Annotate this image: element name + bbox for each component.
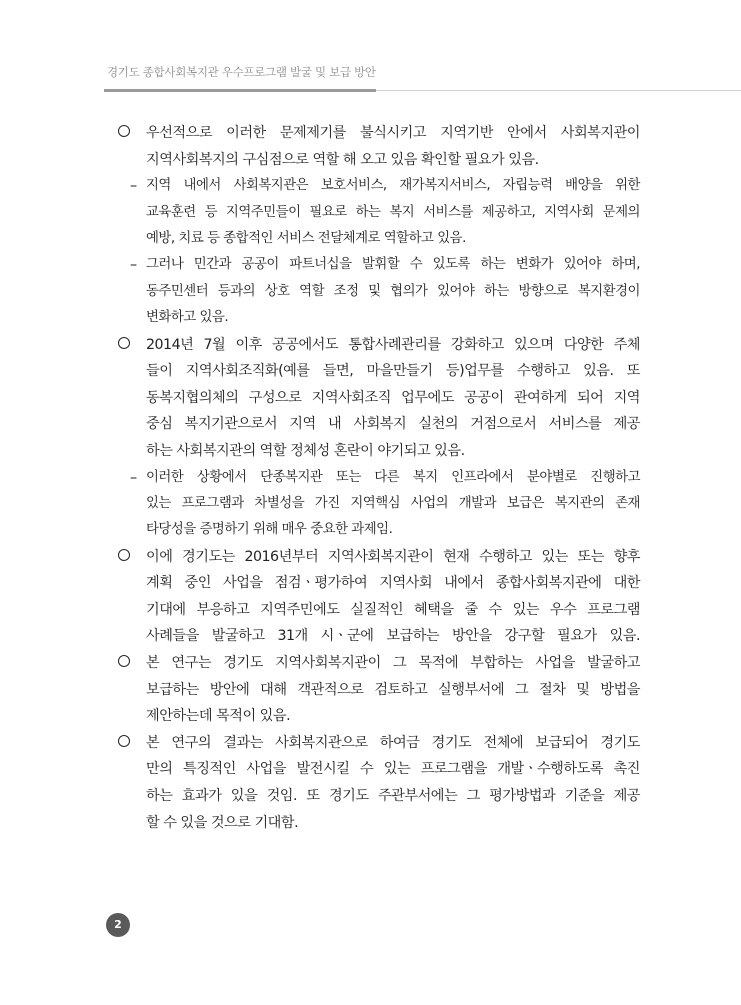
text-line: 제안하는데 목적이 있음. — [146, 708, 291, 725]
text-line: 지역 내에서 사회복지관은 보호서비스, 재가복지서비스, 자립능력 배양을 위한 — [146, 178, 640, 194]
text-line: 우선적으로 이러한 문제제기를 불식시키고 지역기반 안에서 사회복지관이 — [146, 125, 640, 141]
text-line: 동주민센터 등과의 상호 역할 조정 및 협의가 있어야 하는 방향으로 복지환경이 — [146, 283, 640, 299]
text-line: 할 수 있을 것으로 기대함. — [146, 814, 299, 831]
bullet-paragraph — [118, 544, 640, 650]
bullet-paragraph — [118, 730, 640, 836]
circle-bullet-icon — [118, 655, 130, 667]
dash-paragraph — [118, 173, 640, 252]
text-line: 이에 경기도는 2016년부터 지역사회복지관이 현재 수행하고 있는 또는 향후 — [146, 548, 640, 565]
header-rule-accent — [104, 89, 376, 92]
text-line: 계획 중인 사업을 점검ㆍ평가하여 지역사회 내에서 종합사회복지관에 대한 — [146, 575, 640, 592]
text-line: 중심 복지기관으로서 지역 내 사회복지 실천의 거점으로서 서비스를 제공 — [146, 416, 640, 433]
text-line: 타당성을 증명하기 위해 매우 중요한 과제임. — [146, 522, 393, 538]
text-line: 있는 프로그램과 차별성을 가진 지역핵심 사업의 개발과 보급은 복지관의 존재 — [146, 495, 640, 511]
text-line: 하는 효과가 있을 것임. 또 경기도 주관부서에는 그 평가방법과 기준을 제공 — [146, 788, 640, 805]
bullet-paragraph — [118, 650, 640, 730]
text-line: 동복지협의체의 구성으로 지역사회조직 업무에도 공공이 관여하게 되어 지역 — [146, 389, 640, 406]
text-line: 예방, 치료 등 종합적인 서비스 전달체계로 역할하고 있음. — [146, 230, 466, 246]
text-line: 교육훈련 등 지역주민들이 필요로 하는 복지 서비스를 제공하고, 지역사회 문제의 — [146, 204, 640, 220]
dash-paragraph — [118, 252, 640, 331]
dash-bullet: – — [130, 469, 138, 486]
text-line: 기대에 부응하고 지역주민에도 실질적인 혜택을 줄 수 있는 우수 프로그램 — [146, 601, 640, 618]
dash-paragraph — [118, 465, 640, 544]
text-line: 만의 특징적인 사업을 발전시킬 수 있는 프로그램을 개발ㆍ수행하도록 촉진 — [146, 761, 640, 778]
body-text — [118, 120, 640, 836]
text-line: 보급하는 방안에 대해 객관적으로 검토하고 실행부서에 그 절차 및 방법을 — [146, 681, 640, 698]
dash-bullet: – — [130, 257, 138, 274]
text-line: 사례들을 발굴하고 31개 시ㆍ군에 보급하는 방안을 강구할 필요가 있음. — [146, 628, 640, 645]
text-line: 본 연구는 경기도 지역사회복지관이 그 목적에 부합하는 사업을 발굴하고 — [146, 655, 640, 672]
circle-bullet-icon — [118, 549, 130, 561]
circle-bullet-icon — [118, 125, 130, 137]
page-number-badge: 2 — [106, 913, 130, 937]
text-line: 2014년 7월 이후 공공에서도 통합사례관리를 강화하고 있으며 다양한 주체 — [146, 336, 640, 353]
circle-bullet-icon — [118, 337, 130, 349]
bullet-paragraph — [118, 332, 640, 465]
circle-bullet-icon — [118, 735, 130, 747]
text-line: 들이 지역사회조직화(예를 들면, 마을만들기 등)업무를 수행하고 있음. 또 — [146, 363, 640, 380]
text-line: 변화하고 있음. — [146, 310, 229, 326]
text-line: 그러나 민간과 공공이 파트너십을 발휘할 수 있도록 하는 변화가 있어야 하며, — [146, 257, 640, 273]
text-line: 하는 사회복지관의 역할 정체성 혼란이 야기되고 있음. — [146, 442, 465, 459]
text-line: 이러한 상황에서 단종복지관 또는 다른 복지 인프라에서 분야별로 진행하고 — [146, 469, 640, 485]
text-line: 지역사회복지의 구심점으로 역할 해 오고 있음 확인할 필요가 있음. — [146, 151, 539, 168]
bullet-paragraph — [118, 120, 640, 173]
dash-bullet: – — [130, 178, 138, 195]
text-line: 본 연구의 결과는 사회복지관으로 하여금 경기도 전체에 보급되어 경기도 — [146, 734, 640, 751]
running-header: 경기도 종합사회복지관 우수프로그램 발굴 및 보급 방안 — [107, 65, 376, 79]
